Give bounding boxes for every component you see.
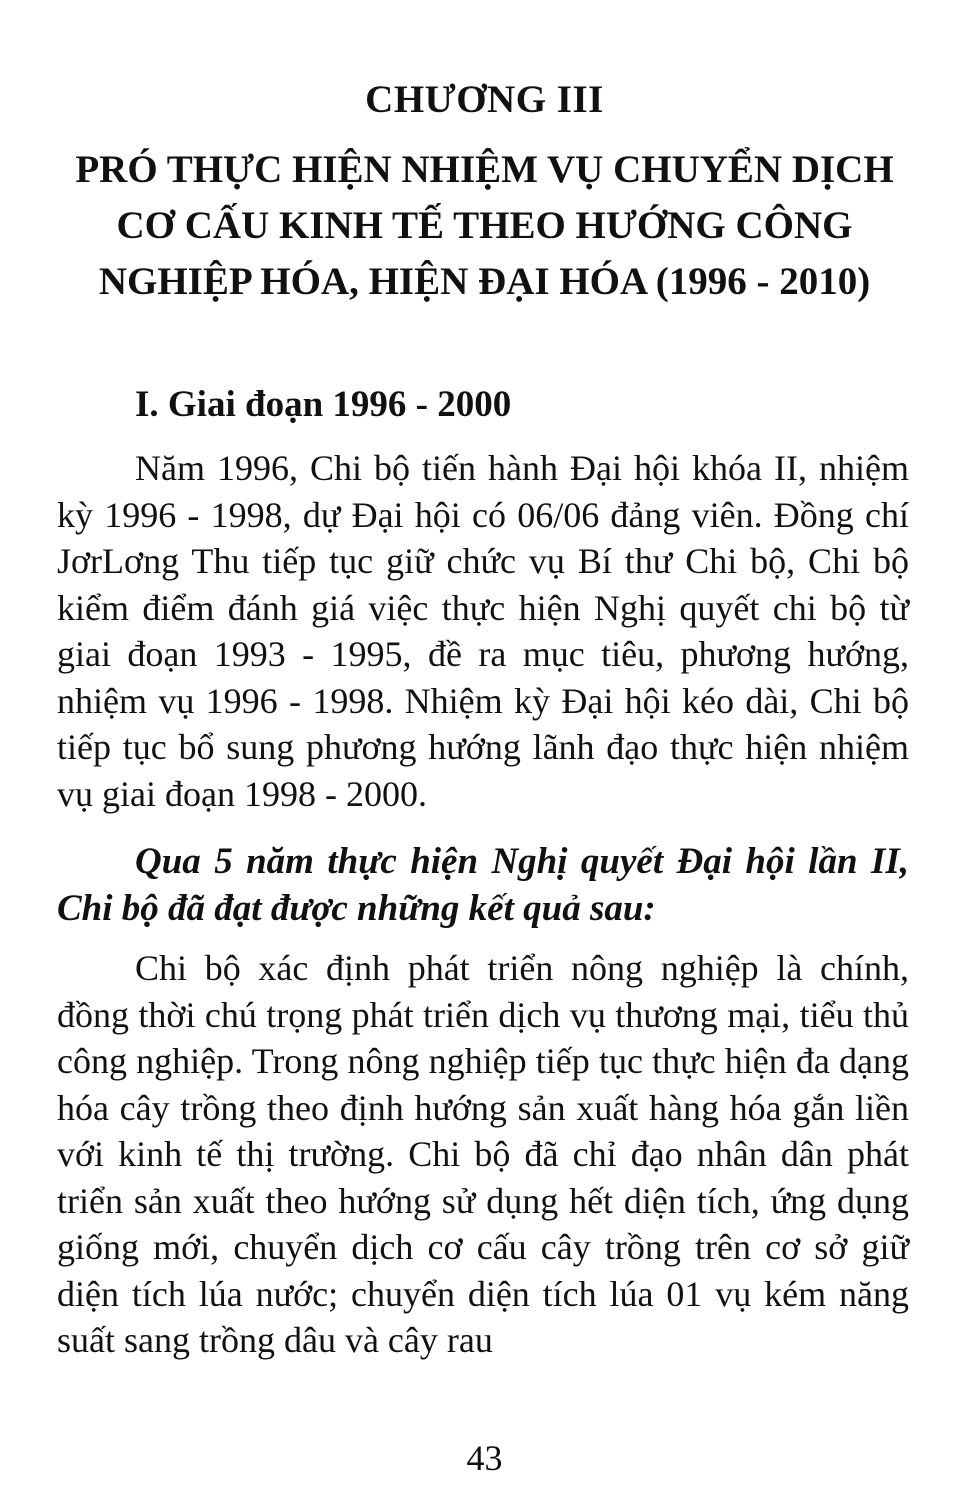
paragraph-2: Chi bộ xác định phát triển nông nghiệp là chính, đồng thời chú trọng phát triển dịch vụ thương mại, tiểu thủ công nghiệp. Trong nông nghiệp tiếp tục thực hiện đa dạng hóa cây trồng theo định hướng sản xuất hàng hóa gắn liền với kinh tế thị trường. Chi bộ đã chỉ đạo nhân dân phát triển sản xuất theo hướng sử dụng hết diện tích, ứng dụng giống mới, chuyển dịch cơ cấu cây trồng trên cơ sở giữ diện tích lúa nước; chuyển diện tích lúa 01 vụ kém năng suất sang trồng dâu và cây rau (57, 948, 909, 1360)
section-heading: I. Giai đoạn 1996 - 2000 (135, 384, 512, 425)
results-intro-paragraph: Qua 5 năm thực hiện Nghị quyết Đại hội lần II, Chi bộ đã đạt được những kết quả sau: (57, 841, 909, 929)
paragraph-1: Năm 1996, Chi bộ tiến hành Đại hội khóa II, nhiệm kỳ 1996 - 1998, dự Đại hội có 06/06 đảng viên. Đồng chí JơrLơng Thu tiếp tục giữ chức vụ Bí thư Chi bộ, Chi bộ kiểm điểm đánh giá việc thực hiện Nghị quyết chi bộ từ giai đoạn 1993 - 1995, đề ra mục tiêu, phương hướng, nhiệm vụ 1996 - 1998. Nhiệm kỳ Đại hội kéo dài, Chi bộ tiếp tục bổ sung phương hướng lãnh đạo thực hiện nhiệm vụ giai đoạn 1998 - 2000. (57, 448, 909, 814)
chapter-title: CHƯƠNG III (365, 78, 604, 121)
chapter-subtitle: PRÓ THỰC HIỆN NHIỆM VỤ CHUYỂN DỊCH CƠ CẤU KINH TẾ THEO HƯỚNG CÔNG NGHIỆP HÓA, HIỆN ĐẠI HÓA (1996 - 2010) (75, 148, 894, 303)
page-number: 43 (466, 1438, 503, 1478)
